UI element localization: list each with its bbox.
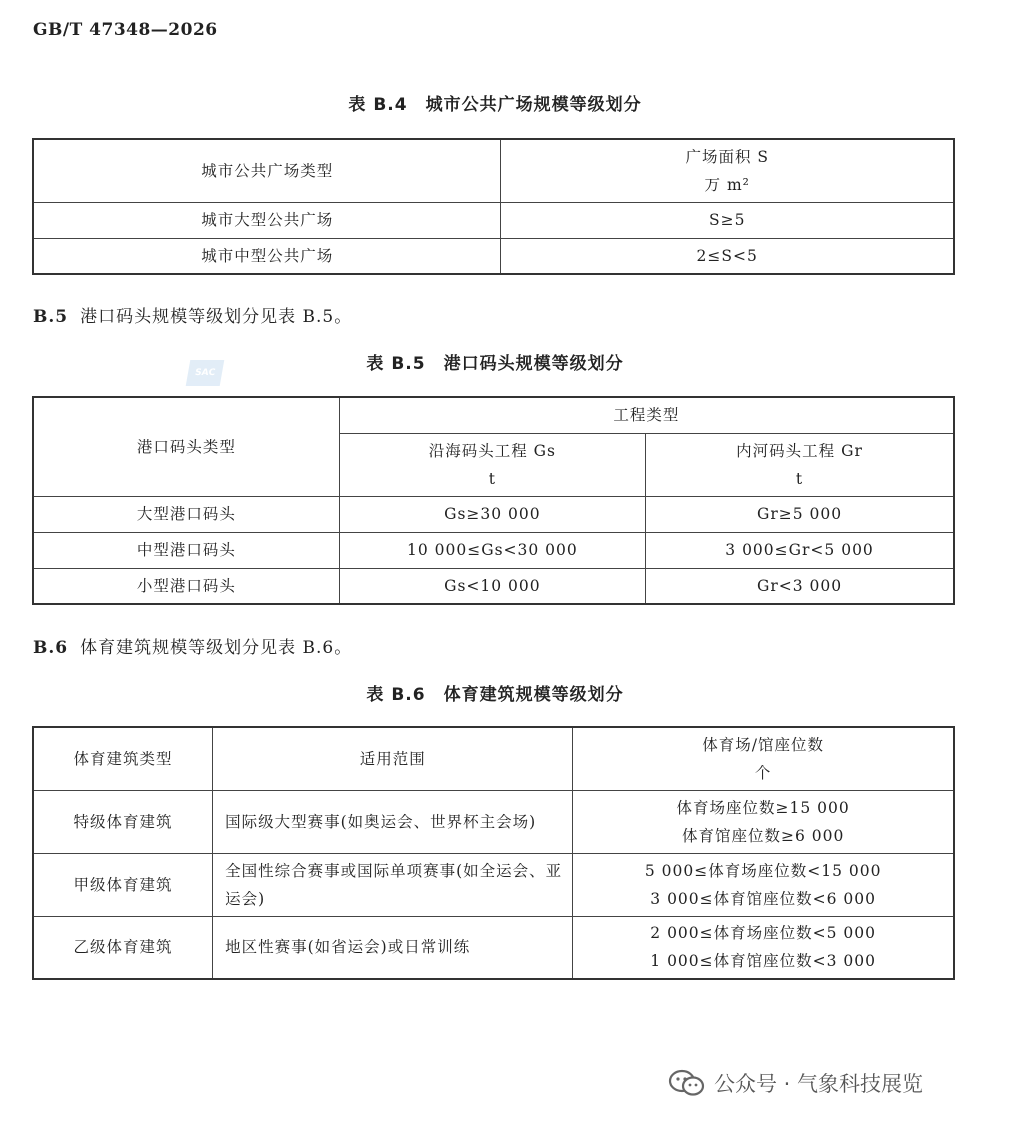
clause-b6 — [33, 633, 352, 658]
table-b5-title: 表 B.5 港口码头规模等级划分 — [366, 354, 624, 374]
table-b6-cell-seats — [573, 853, 954, 916]
table-b5-cell-inland: Gr≥5 000 — [646, 496, 954, 532]
table-b6 — [32, 726, 955, 980]
table-b5-cell-type: 大型港口码头 — [33, 496, 339, 532]
table-row — [33, 202, 954, 238]
table-b6-header-type: 体育建筑类型 — [33, 727, 213, 790]
table-b6-cell-scope: 国际级大型赛事(如奥运会、世界杯主会场) — [213, 790, 573, 853]
table-b6-cell-scope: 全国性综合赛事或国际单项赛事(如全运会、亚运会) — [213, 853, 573, 916]
table-b5-header-coastal-line1: 沿海码头工程 Gs — [428, 441, 556, 460]
table-row — [33, 496, 954, 532]
clause-b6-text: 体育建筑规模等级划分见表 B.6。 — [80, 638, 353, 658]
table-b5 — [32, 396, 955, 605]
table-b5-cell-inland: 3 000≤Gr<5 000 — [646, 532, 954, 568]
watermark — [668, 1068, 923, 1098]
table-b4-title: 表 B.4 城市公共广场规模等级划分 — [348, 95, 642, 115]
table-b5-cell-type: 小型港口码头 — [33, 568, 339, 604]
table-b4-header-area-line2: 万 m² — [704, 175, 750, 194]
clause-b6-number: B.6 — [33, 638, 69, 658]
table-b4-header-area-line1: 广场面积 S — [685, 147, 769, 166]
table-b6-cell-seats — [573, 790, 954, 853]
table-row — [33, 568, 954, 604]
table-b4-cell-area: S≥5 — [501, 202, 954, 238]
table-b6-cell-type: 乙级体育建筑 — [33, 916, 213, 979]
table-row — [33, 853, 954, 916]
table-b5-header-inland — [646, 433, 954, 496]
table-b5-header-type: 港口码头类型 — [33, 397, 339, 496]
clause-b5-text: 港口码头规模等级划分见表 B.5。 — [80, 307, 353, 327]
sac-stamp-logo: SAC — [186, 360, 225, 386]
table-b6-header-scope: 适用范围 — [213, 727, 573, 790]
table-b5-header-coastal-line2: t — [488, 469, 496, 488]
table-b5-cell-type: 中型港口码头 — [33, 532, 339, 568]
table-b6-title: 表 B.6 体育建筑规模等级划分 — [366, 685, 624, 705]
table-b6-header-seats-line1: 体育场/馆座位数 — [702, 735, 825, 754]
table-b6-cell-scope: 地区性赛事(如省运会)或日常训练 — [213, 916, 573, 979]
table-b5-cell-coastal: Gs≥30 000 — [339, 496, 645, 532]
table-b4-header-area — [501, 139, 954, 202]
table-b6-header-seats-line2: 个 — [754, 763, 772, 782]
table-b5-cell-coastal: 10 000≤Gs<30 000 — [339, 532, 645, 568]
table-b6-cell-seats-line1: 体育场座位数≥15 000 — [676, 798, 850, 817]
clause-b5-number: B.5 — [33, 307, 69, 327]
table-b5-header-inland-line2: t — [795, 469, 804, 488]
table-b5-header-group: 工程类型 — [339, 397, 954, 433]
document-code: GB/T 47348—2026 — [33, 20, 218, 40]
table-b5-cell-inland: Gr<3 000 — [646, 568, 954, 604]
table-b6-cell-seats-line2: 体育馆座位数≥6 000 — [681, 826, 845, 845]
table-b4-cell-type: 城市大型公共广场 — [33, 202, 501, 238]
table-b4 — [32, 138, 955, 275]
table-row — [33, 790, 954, 853]
table-row — [33, 916, 954, 979]
wechat-icon — [668, 1068, 706, 1098]
table-b6-cell-type: 甲级体育建筑 — [33, 853, 213, 916]
table-b5-header-inland-line1: 内河码头工程 Gr — [736, 441, 863, 460]
table-b6-header-seats — [573, 727, 954, 790]
table-b5-header-coastal — [339, 433, 645, 496]
table-b6-cell-type: 特级体育建筑 — [33, 790, 213, 853]
table-b6-cell-seats-line1: 2 000≤体育场座位数<5 000 — [650, 924, 877, 943]
table-b4-cell-area: 2≤S<5 — [501, 238, 954, 274]
table-b4-header-type: 城市公共广场类型 — [33, 139, 501, 202]
table-b6-cell-seats-line1: 5 000≤体育场座位数<15 000 — [644, 861, 882, 880]
table-row — [33, 238, 954, 274]
table-b6-cell-seats-line2: 3 000≤体育馆座位数<6 000 — [650, 889, 877, 908]
table-b5-cell-coastal: Gs<10 000 — [339, 568, 645, 604]
watermark-text: 公众号 · 气象科技展览 — [714, 1072, 924, 1096]
table-b6-cell-seats — [573, 916, 954, 979]
table-b4-cell-type: 城市中型公共广场 — [33, 238, 501, 274]
table-row — [33, 532, 954, 568]
table-b6-cell-seats-line2: 1 000≤体育馆座位数<3 000 — [650, 952, 877, 971]
clause-b5 — [33, 302, 352, 327]
